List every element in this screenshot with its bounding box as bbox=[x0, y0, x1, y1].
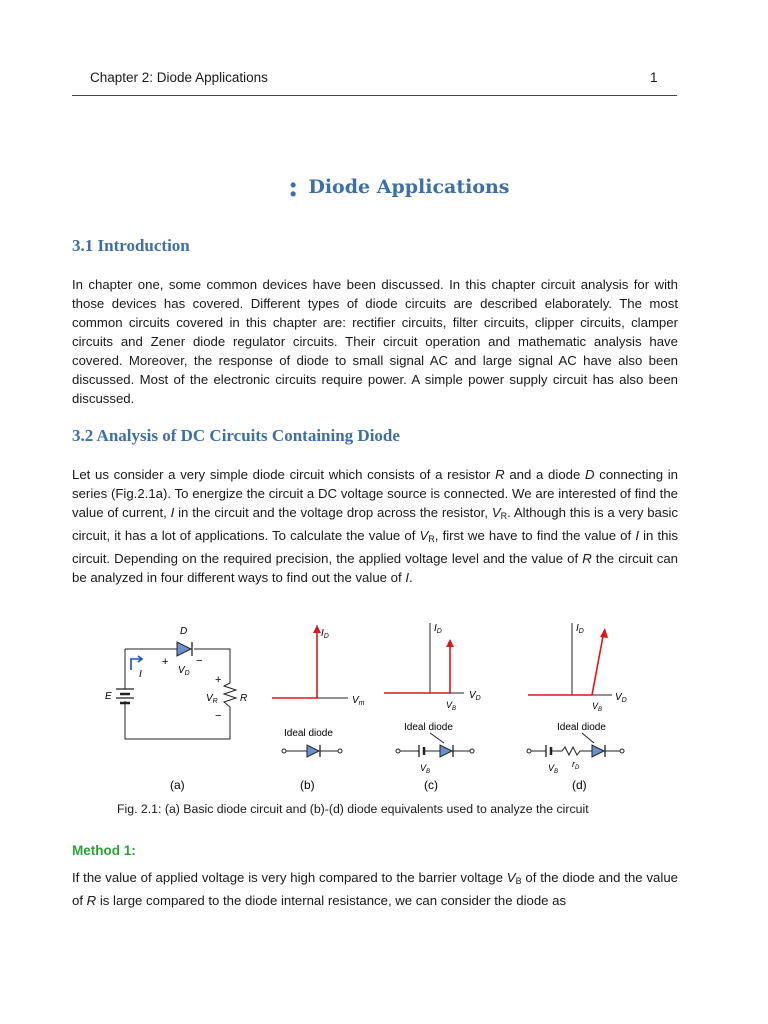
pointer-arrow-d bbox=[582, 733, 594, 743]
ideal-diode-symbol-b bbox=[282, 745, 342, 757]
intro-paragraph: In chapter one, some common devices have been discussed. In this chapter circuit analysis for with those devices has covered. Different types of diode circuits are described elaborately. The most common circuits covered in this chapter are: rectifier circuits, filter circuits, clipper circuits, clamper circuits and Zener diode regulator circuits. Their circuit operation and mathematic analysis have covered. Moreover, the response of diode to small signal AC and large signal AC have also been discussed. Most of the electronic circuits require power. A simple power supply circuit has also been discussed. bbox=[72, 277, 678, 406]
figure-diode-circuits bbox=[72, 615, 692, 800]
label-diode-d: D bbox=[180, 626, 188, 637]
curve-piecewise bbox=[528, 631, 604, 695]
header-rule bbox=[72, 95, 677, 96]
dc-analysis-paragraph: Let us consider a very simple diode circuit which consists of a resistor R and a diode D connecting in series (Fig.2.1a). To energize the circuit a DC voltage source is connected. We are interested of find the value of current, I in the circuit and the voltage drop across the resistor, $V_R$. Although this is a very basic circuit, it has a lot of applications. To calculate the value of $V_R$, first we have to find the value of I in this circuit. Depending on the required precision, the applied voltage level and the value of R the circuit can be analyzed in four different ways to find out the value of I. bbox=[72, 467, 679, 585]
label-vb-d-symbol: $V_B$ bbox=[548, 763, 559, 775]
ideal-diode-symbol-c bbox=[396, 745, 474, 757]
label-vd-minus: − bbox=[196, 655, 203, 667]
title-text: Diode Applications bbox=[308, 176, 510, 198]
label-vd: $V_D$ bbox=[178, 665, 190, 677]
label-vb-c-symbol: $V_B$ bbox=[420, 763, 431, 775]
basic-diode-circuit bbox=[116, 649, 236, 739]
section-heading-dc-analysis: 3.2 Analysis of DC Circuits Containing Diode bbox=[72, 426, 400, 445]
section-heading-intro: 3.1 Introduction bbox=[72, 236, 190, 255]
label-ideal-diode-b: Ideal diode bbox=[284, 728, 333, 739]
method-1-paragraph: If the value of applied voltage is very high compared to the barrier voltage $V_B$ of the diode and the value of R is large compared to the diode internal resistance, we can consider the diode as bbox=[72, 870, 678, 908]
label-source-e: E bbox=[105, 691, 112, 702]
pointer-arrow-c bbox=[430, 733, 444, 743]
label-ideal-diode-c: Ideal diode bbox=[404, 722, 453, 733]
label-vb-c: $V_B$ bbox=[446, 700, 457, 712]
characteristic-barrier bbox=[384, 623, 464, 693]
label-vr-plus: + bbox=[215, 674, 222, 686]
label-vm: $V_m$ bbox=[352, 695, 365, 707]
method-1-heading: Method 1: bbox=[72, 843, 136, 858]
curve-barrier bbox=[384, 641, 450, 693]
label-vr: $V_R$ bbox=[206, 693, 218, 705]
ideal-diode-symbol-d bbox=[527, 745, 624, 757]
characteristic-ideal bbox=[288, 625, 348, 698]
curve-ideal bbox=[272, 627, 317, 698]
subfig-label-d: (d) bbox=[572, 778, 587, 792]
label-vd-d: $V_D$ bbox=[615, 692, 627, 704]
subfig-label-b: (b) bbox=[300, 778, 315, 792]
page-number: 1 bbox=[650, 70, 658, 85]
label-resistor-r: R bbox=[240, 693, 248, 704]
diode-symbol bbox=[177, 642, 192, 656]
label-vr-minus: − bbox=[215, 710, 222, 722]
label-ideal-diode-d: Ideal diode bbox=[557, 722, 606, 733]
label-id-b: $I_D$ bbox=[321, 628, 329, 640]
label-vd-plus: + bbox=[162, 656, 169, 668]
label-id-d: $I_D$ bbox=[576, 623, 584, 635]
label-vb-d: $V_B$ bbox=[592, 701, 603, 713]
label-id-c: $I_D$ bbox=[434, 623, 442, 635]
subfig-label-a: (a) bbox=[170, 778, 185, 792]
label-vd-c: $V_D$ bbox=[469, 690, 481, 702]
figure-caption: Fig. 2.1: (a) Basic diode circuit and (b)-(d) diode equivalents used to analyze the circuit bbox=[117, 802, 589, 816]
subfig-label-c: (c) bbox=[424, 778, 438, 792]
chapter-title bbox=[288, 170, 510, 203]
title-colon: : bbox=[288, 170, 299, 203]
running-header: Chapter 2: Diode Applications bbox=[90, 70, 268, 85]
label-current-i: I bbox=[139, 669, 142, 680]
label-rd: $r_D$ bbox=[572, 759, 580, 771]
